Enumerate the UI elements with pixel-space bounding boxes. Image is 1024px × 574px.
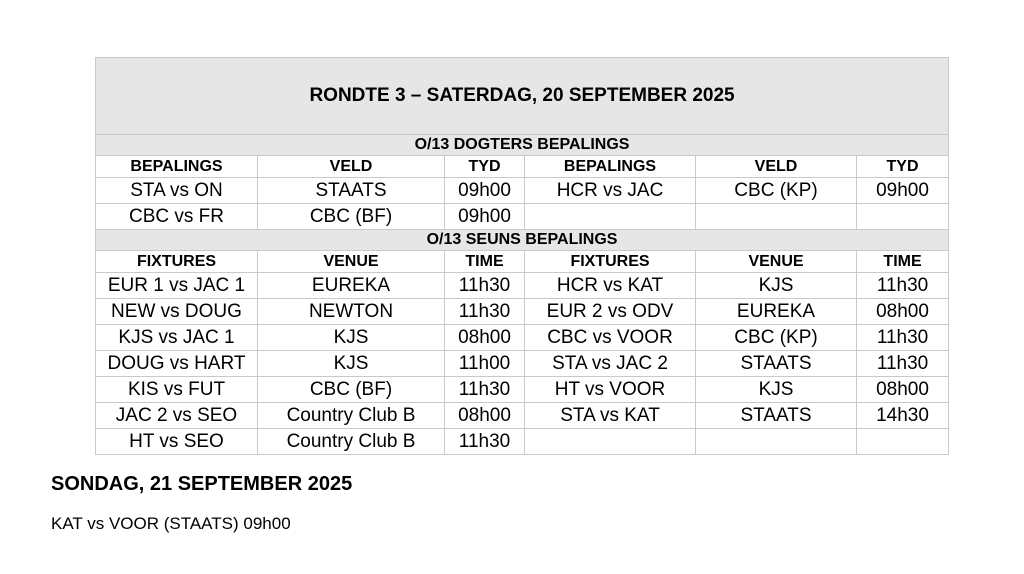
column-header: VENUE <box>258 251 445 273</box>
column-header: TIME <box>857 251 949 273</box>
girls-header-row <box>96 156 949 178</box>
fixture-cell: HCR vs KAT <box>525 273 696 299</box>
column-header: TYD <box>445 156 525 178</box>
venue-cell <box>696 429 857 455</box>
column-header: BEPALINGS <box>525 156 696 178</box>
time-cell: 08h00 <box>445 403 525 429</box>
fixture-cell: STA vs KAT <box>525 403 696 429</box>
time-cell: 09h00 <box>445 204 525 230</box>
column-header: TIME <box>445 251 525 273</box>
venue-cell: KJS <box>258 325 445 351</box>
venue-cell: NEWTON <box>258 299 445 325</box>
venue-cell: CBC (BF) <box>258 204 445 230</box>
fixture-cell: KIS vs FUT <box>96 377 258 403</box>
time-cell: 11h30 <box>857 325 949 351</box>
fixture-cell <box>525 429 696 455</box>
table-row <box>96 377 949 403</box>
venue-cell: STAATS <box>258 178 445 204</box>
time-cell: 08h00 <box>857 299 949 325</box>
girls-section-heading: O/13 DOGTERS BEPALINGS <box>96 135 949 156</box>
time-cell: 08h00 <box>857 377 949 403</box>
time-cell: 14h30 <box>857 403 949 429</box>
venue-cell: CBC (KP) <box>696 178 857 204</box>
column-header: FIXTURES <box>96 251 258 273</box>
venue-cell: KJS <box>696 273 857 299</box>
column-header: BEPALINGS <box>96 156 258 178</box>
column-header: FIXTURES <box>525 251 696 273</box>
time-cell: 11h00 <box>445 351 525 377</box>
table-row <box>96 178 949 204</box>
venue-cell <box>696 204 857 230</box>
time-cell: 11h30 <box>445 429 525 455</box>
venue-cell: EUREKA <box>258 273 445 299</box>
fixture-cell <box>525 204 696 230</box>
sunday-heading: SONDAG, 21 SEPTEMBER 2025 <box>51 473 353 495</box>
table-row <box>96 403 949 429</box>
column-header: VELD <box>258 156 445 178</box>
venue-cell: STAATS <box>696 351 857 377</box>
time-cell <box>857 204 949 230</box>
table-row <box>96 351 949 377</box>
venue-cell: KJS <box>258 351 445 377</box>
time-cell: 09h00 <box>445 178 525 204</box>
fixture-cell: STA vs JAC 2 <box>525 351 696 377</box>
fixture-cell: KJS vs JAC 1 <box>96 325 258 351</box>
venue-cell: EUREKA <box>696 299 857 325</box>
table-row <box>96 429 949 455</box>
girls-section-row <box>96 135 949 156</box>
round-title: RONDTE 3 – SATERDAG, 20 SEPTEMBER 2025 <box>96 58 949 135</box>
venue-cell: Country Club B <box>258 429 445 455</box>
time-cell: 11h30 <box>445 299 525 325</box>
time-cell: 11h30 <box>857 351 949 377</box>
boys-header-row <box>96 251 949 273</box>
fixture-cell: HT vs VOOR <box>525 377 696 403</box>
table-row <box>96 325 949 351</box>
boys-section-heading: O/13 SEUNS BEPALINGS <box>96 230 949 251</box>
fixture-cell: JAC 2 vs SEO <box>96 403 258 429</box>
time-cell <box>857 429 949 455</box>
time-cell: 08h00 <box>445 325 525 351</box>
fixture-cell: DOUG vs HART <box>96 351 258 377</box>
table-row <box>96 204 949 230</box>
fixture-cell: HT vs SEO <box>96 429 258 455</box>
column-header: TYD <box>857 156 949 178</box>
venue-cell: STAATS <box>696 403 857 429</box>
fixture-cell: EUR 2 vs ODV <box>525 299 696 325</box>
column-header: VELD <box>696 156 857 178</box>
venue-cell: KJS <box>696 377 857 403</box>
fixture-cell: STA vs ON <box>96 178 258 204</box>
venue-cell: Country Club B <box>258 403 445 429</box>
fixture-cell: EUR 1 vs JAC 1 <box>96 273 258 299</box>
table-row <box>96 273 949 299</box>
boys-section-row <box>96 230 949 251</box>
column-header: VENUE <box>696 251 857 273</box>
fixture-cell: HCR vs JAC <box>525 178 696 204</box>
fixtures-table <box>95 57 949 455</box>
title-row <box>96 58 949 135</box>
fixture-cell: CBC vs VOOR <box>525 325 696 351</box>
table-row <box>96 299 949 325</box>
time-cell: 11h30 <box>445 377 525 403</box>
venue-cell: CBC (KP) <box>696 325 857 351</box>
fixture-cell: CBC vs FR <box>96 204 258 230</box>
time-cell: 09h00 <box>857 178 949 204</box>
sunday-fixture: KAT vs VOOR (STAATS) 09h00 <box>51 514 291 533</box>
fixture-cell: NEW vs DOUG <box>96 299 258 325</box>
venue-cell: CBC (BF) <box>258 377 445 403</box>
time-cell: 11h30 <box>857 273 949 299</box>
time-cell: 11h30 <box>445 273 525 299</box>
